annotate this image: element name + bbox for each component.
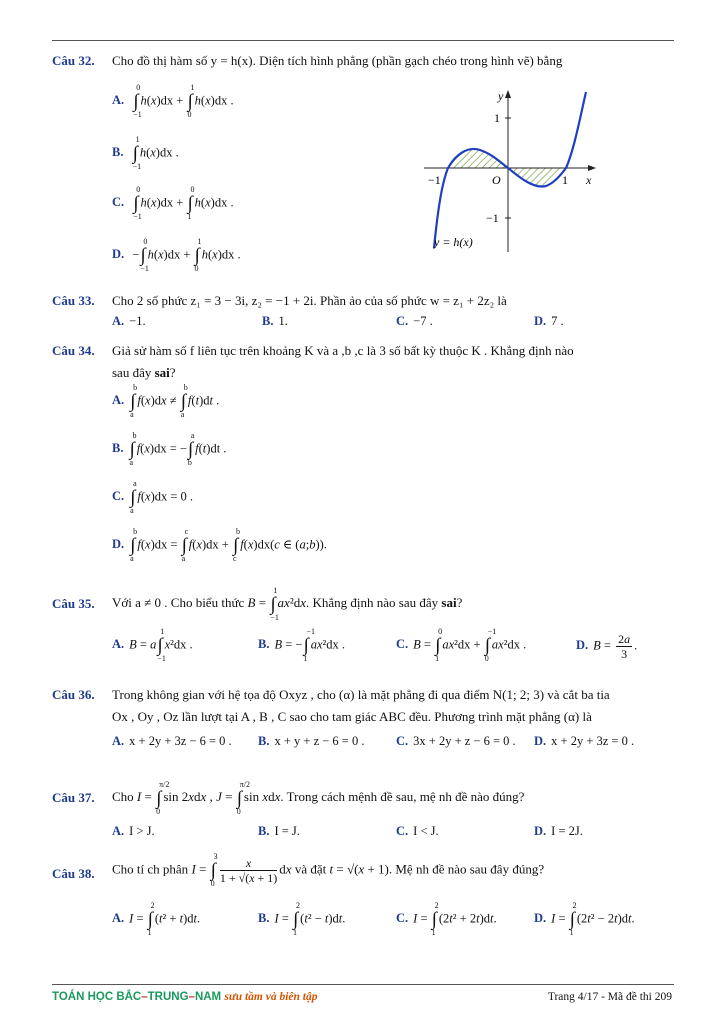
option-d[interactable]: D. I = 2J. (534, 824, 583, 838)
x-axis-arrow (588, 165, 596, 171)
option-c[interactable]: C. B = ∫ 0 1 ax²dx + ∫ −1 0 ax²dx . (396, 627, 527, 663)
question-37 (52, 770, 674, 840)
option-d[interactable]: D. −∫ 0 −1 h(x)dx + ∫ 1 0 h(x)dx . (112, 237, 241, 273)
question-label: Câu 35. (52, 596, 95, 611)
question-text: Cho 2 số phức z₁ = 3 − 3i, z₂ = −1 + 2i. Phần ảo của số phức w = z₁ + 2z₂ là (112, 293, 507, 308)
footer-brand: TOÁN HỌC BẮC–TRUNG–NAM sưu tầm và biên tập (52, 991, 318, 1003)
option-d[interactable]: D. ∫ b a f(x)dx = ∫ c a f(x)dx + ∫ b c f(x)dx(c ∈ (a;b)). (112, 527, 327, 563)
option-b[interactable]: B. I = ∫ 2 1 (t² − t)dt. (258, 901, 346, 937)
question-label: Câu 34. (52, 343, 95, 358)
option-d[interactable]: D. 7 . (534, 314, 564, 328)
shaded-region-left (448, 149, 508, 168)
option-d[interactable]: D. I = ∫ 2 1 (2t² − 2t)dt. (534, 901, 635, 937)
option-c[interactable]: C. ∫ a a f(x)dx = 0 . (112, 479, 194, 515)
origin-label: O (492, 173, 501, 187)
question-text: Với a ≠ 0 . Cho biểu thức B = ∫ 1 −1 ax²dx. Khẳng định nào sau đây sai? (112, 585, 463, 622)
option-c[interactable]: C. ∫ 0 −1 h(x)dx + ∫ 0 1 h(x)dx . (112, 185, 234, 221)
question-label: Câu 33. (52, 293, 95, 308)
x-axis-label: x (586, 173, 592, 187)
page-info: Trang 4/17 - Mã đề thi 209 (547, 991, 672, 1003)
question-35 (52, 585, 674, 674)
question-label: Câu 32. (52, 53, 95, 68)
question-text: Trong không gian với hệ tọa độ Oxyz , cho (α) là mặt phẳng đi qua điểm N(1; 2; 3) và cắt ba tia Ox , Oy , Oz lần lượt tại A , B , C sao cho tam giác ABC đều. Phương trình mặt phẳng (α) là (112, 687, 610, 724)
question-text: Cho I = ∫ π/2 0 sin 2xdx , J = ∫ π/2 0 sin xdx. Trong cách mệnh đề sau, mệ nh đề nào đúng? (112, 779, 525, 816)
option-a[interactable]: A. B = a∫ 1 −1 x²dx . (112, 627, 193, 663)
option-c[interactable]: C. −7 . (396, 314, 433, 328)
option-c[interactable]: C. I < J. (396, 824, 439, 838)
option-d[interactable]: D. x + 2y + 3z = 0 . (534, 734, 635, 748)
option-a[interactable]: A. x + 2y + 3z − 6 = 0 . (112, 734, 232, 748)
option-a[interactable]: A. ∫ 0 −1 h(x)dx + ∫ 1 0 h(x)dx . (112, 83, 234, 119)
tick-label-xm1: −1 (428, 173, 441, 187)
option-c[interactable]: C. I = ∫ 2 1 (2t² + 2t)dt. (396, 901, 497, 937)
option-a[interactable]: A. −1. (112, 314, 146, 328)
tick-label-x1: 1 (562, 173, 568, 187)
option-b[interactable]: B. 1. (262, 314, 288, 328)
option-c[interactable]: C. 3x + 2y + z − 6 = 0 . (396, 734, 516, 748)
function-curve (434, 92, 586, 248)
question-text: Cho tí ch phân I = ∫ 3 0 $\frac{x}{1 + √(x + 1)}$ dx và đặt t = √(x + 1). Mệ nh đề nào sau đây đúng? (112, 852, 545, 888)
option-b[interactable]: B. I = J. (258, 824, 300, 838)
y-axis-label: y (498, 89, 504, 103)
y-axis-arrow (505, 90, 511, 98)
option-b[interactable]: B. x + y + z − 6 = 0 . (258, 734, 365, 748)
function-label: y = h(x) (434, 235, 473, 249)
option-a[interactable]: A. ∫ b a f(x)dx ≠ ∫ b a f(t)dt . (112, 383, 220, 419)
option-a[interactable]: A. I = ∫ 2 1 (t² + t)dt. (112, 901, 201, 937)
tick-label-y1: 1 (494, 111, 500, 125)
option-d[interactable]: D. B = $\frac{2a}{3}$ . (576, 632, 638, 661)
question-36 (52, 684, 674, 756)
question-text: Cho đồ thị hàm số y = h(x). Diện tích hình phẳng (phần gạch chéo trong hình vẽ) bằng (112, 53, 563, 68)
question-33 (52, 290, 674, 338)
option-b[interactable]: B. ∫ 1 −1 h(x)dx . (112, 135, 179, 171)
question-34 (52, 340, 674, 570)
option-b[interactable]: B. B = −∫ −1 1 ax²dx . (258, 627, 345, 663)
function-graph (420, 88, 600, 256)
footer-rule (52, 984, 674, 985)
question-38 (52, 852, 674, 952)
header-rule (52, 40, 674, 41)
question-label: Câu 37. (52, 790, 95, 805)
question-text: Giả sử hàm số f liên tục trên khoảng K và a ,b ,c là 3 số bất kỳ thuộc K . Khẳng định nào sau đây sai? (112, 343, 574, 380)
tick-label-ym1: −1 (486, 211, 499, 225)
option-a[interactable]: A. I > J. (112, 824, 155, 838)
option-b[interactable]: B. ∫ b a f(x)dx = −∫ a b f(t)dt . (112, 431, 227, 467)
question-label: Câu 36. (52, 687, 95, 702)
question-label: Câu 38. (52, 866, 95, 881)
